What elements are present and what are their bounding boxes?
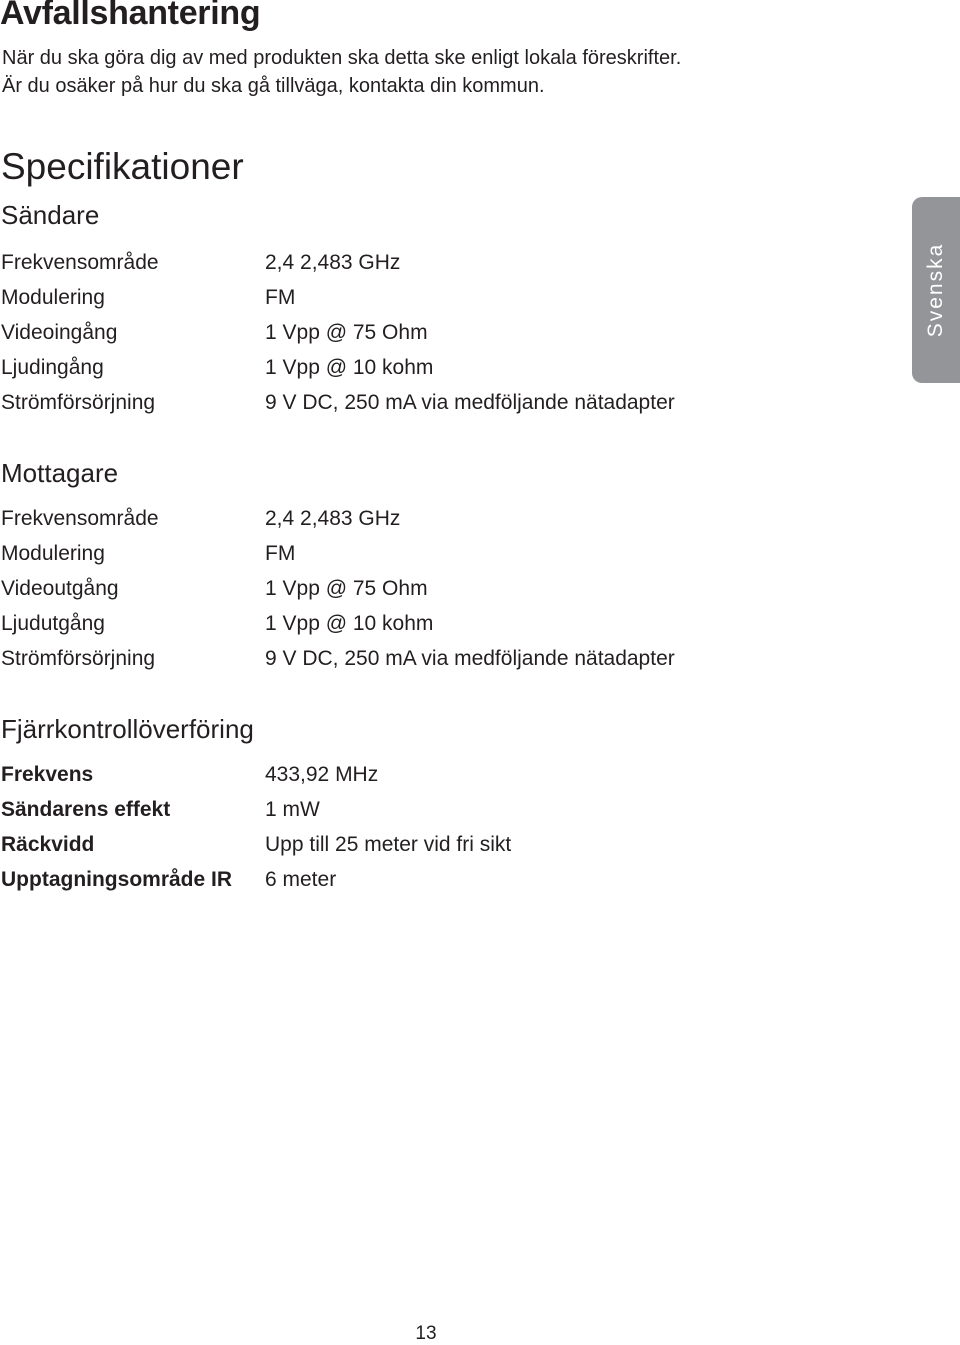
spec-value: 9 V DC, 250 mA via medföljande nätadapter: [265, 390, 675, 414]
spec-row: [1, 245, 881, 280]
spec-row: [1, 536, 881, 571]
page-number: 13: [415, 1323, 437, 1344]
spec-value: 9 V DC, 250 mA via medföljande nätadapter: [265, 646, 675, 670]
spec-value: Upp till 25 meter vid fri sikt: [265, 832, 512, 856]
spec-label: Räckvidd: [1, 832, 95, 856]
specifications-heading: Specifikationer: [1, 146, 244, 187]
disposal-text: [2, 44, 681, 100]
language-tab: [912, 197, 960, 383]
transmitter-spec-table: [1, 245, 881, 420]
remote-spec-table: [1, 757, 881, 897]
spec-label: Frekvens: [1, 762, 94, 786]
spec-label: Frekvensområde: [1, 250, 159, 274]
spec-row: [1, 315, 881, 350]
spec-row: [1, 385, 881, 420]
spec-label: Strömförsörjning: [1, 390, 156, 414]
receiver-heading: Mottagare: [1, 458, 119, 488]
spec-value: FM: [265, 285, 296, 309]
spec-label: Videoutgång: [1, 576, 119, 600]
spec-value: 1 Vpp @ 10 kohm: [265, 355, 434, 379]
spec-value: 1 Vpp @ 75 Ohm: [265, 576, 428, 600]
disposal-heading: Avfallshantering: [0, 0, 261, 32]
spec-value: 2,4 2,483 GHz: [265, 506, 401, 530]
spec-row: [1, 501, 881, 536]
spec-row: [1, 350, 881, 385]
spec-row: [1, 862, 881, 897]
spec-value: 1 Vpp @ 10 kohm: [265, 611, 434, 635]
spec-label: Modulering: [1, 541, 105, 565]
spec-label: Upptagningsområde IR: [1, 867, 233, 891]
spec-value: 1 Vpp @ 75 Ohm: [265, 320, 428, 344]
language-tab-label: Svenska: [924, 242, 947, 338]
remote-heading: Fjärrkontrollöverföring: [1, 714, 254, 744]
spec-label: Frekvensområde: [1, 506, 159, 530]
spec-row: [1, 571, 881, 606]
spec-label: Strömförsörjning: [1, 646, 156, 670]
receiver-spec-table: [1, 501, 881, 676]
transmitter-heading: Sändare: [1, 200, 100, 230]
spec-value: FM: [265, 541, 296, 565]
spec-value: 433,92 MHz: [265, 762, 379, 786]
spec-value: 6 meter: [265, 867, 337, 891]
spec-value: 2,4 2,483 GHz: [265, 250, 401, 274]
spec-value: 1 mW: [265, 797, 320, 821]
spec-row: [1, 280, 881, 315]
spec-label: Videoingång: [1, 320, 118, 344]
spec-label: Ljudutgång: [1, 611, 105, 635]
spec-label: Sändarens effekt: [1, 797, 171, 821]
spec-row: [1, 641, 881, 676]
disposal-text-line-1: När du ska göra dig av med produkten ska detta ske enligt lokala föreskrifter.: [2, 47, 682, 69]
spec-row: [1, 827, 881, 862]
spec-label: Ljudingång: [1, 355, 104, 379]
disposal-text-line-2: Är du osäker på hur du ska gå tillväga, kontakta din kommun.: [2, 75, 545, 97]
spec-label: Modulering: [1, 285, 105, 309]
spec-row: [1, 606, 881, 641]
spec-row: [1, 757, 881, 792]
spec-row: [1, 792, 881, 827]
